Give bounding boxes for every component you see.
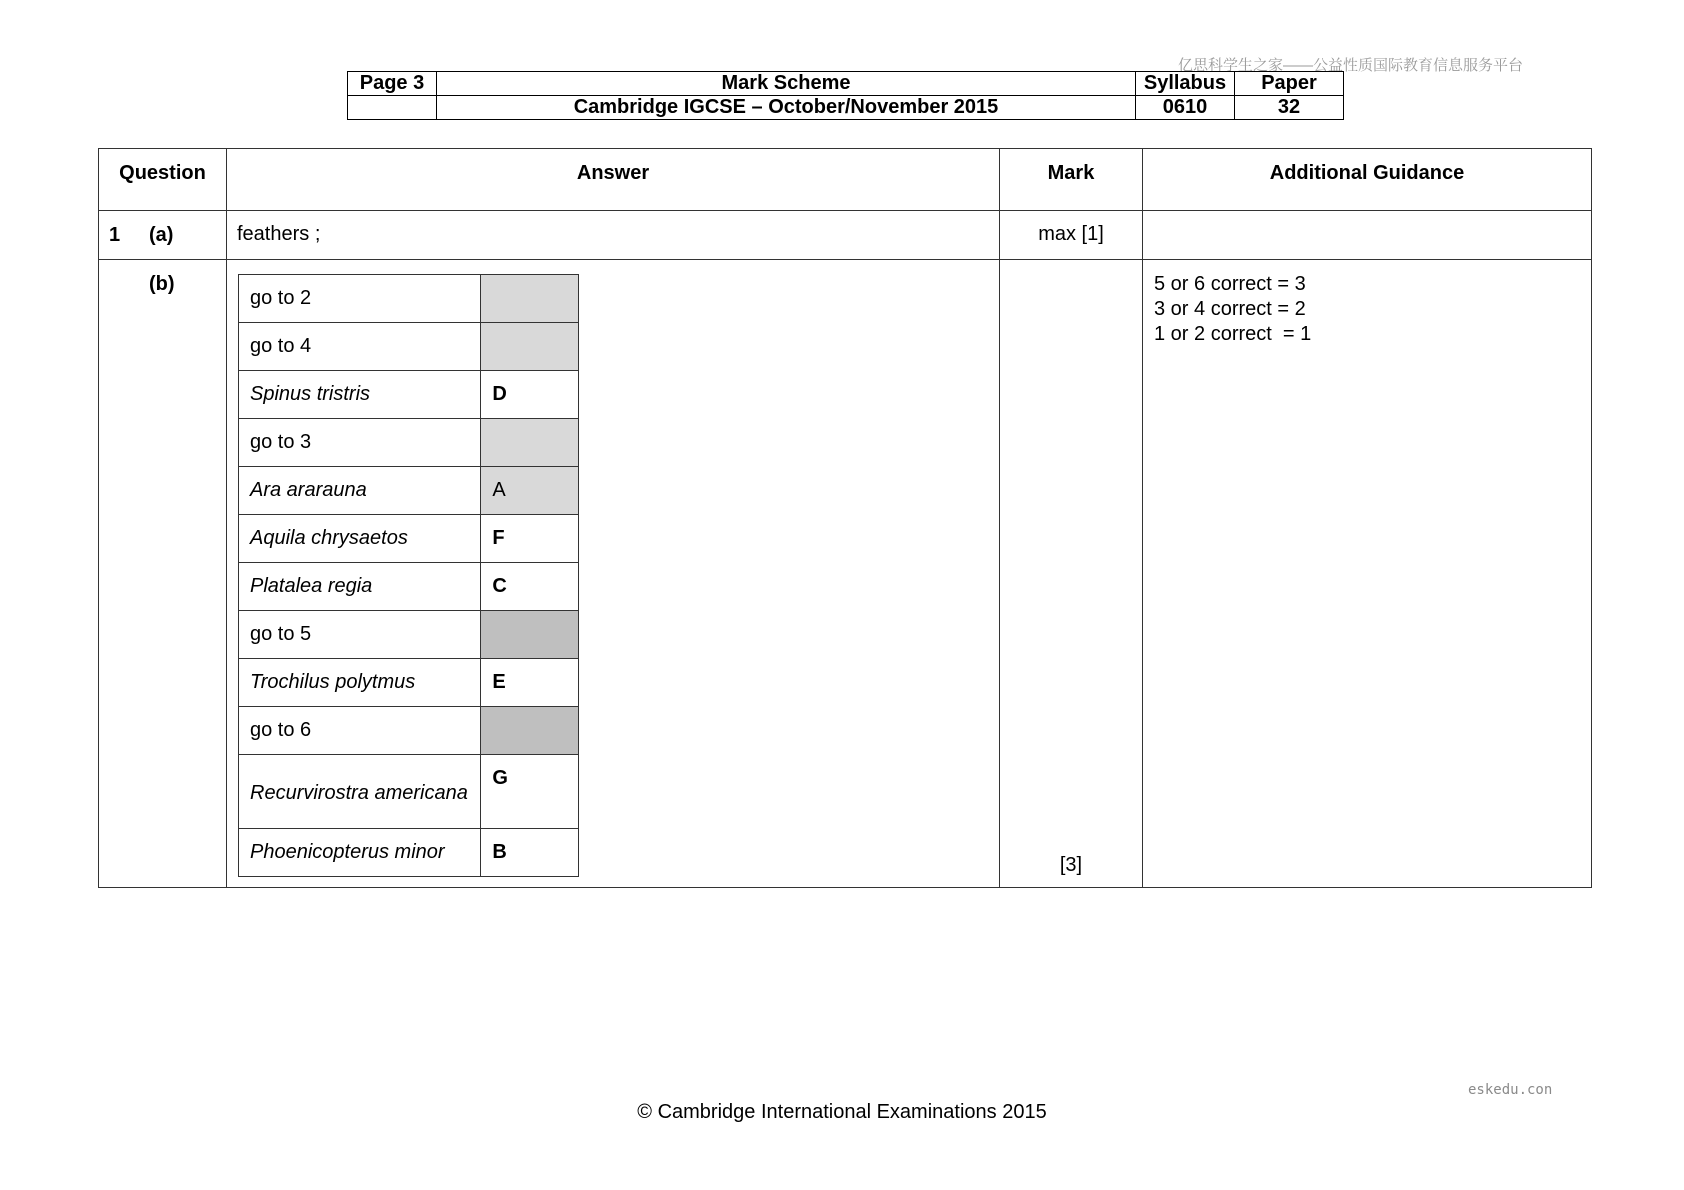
question-number: 1 — [109, 224, 121, 246]
key-letter — [481, 611, 579, 659]
key-letter: B — [481, 829, 579, 877]
question-part-b: (b) — [149, 273, 175, 295]
table-row-q1b — [99, 260, 1592, 888]
paper-label: Paper — [1235, 72, 1344, 96]
key-row — [239, 659, 579, 707]
key-label: go to 2 — [239, 275, 481, 323]
column-header-question: Question — [99, 149, 227, 211]
key-label: Recurvirostra americana — [239, 755, 481, 829]
paper-number: 32 — [1235, 96, 1344, 120]
column-header-guidance: Additional Guidance — [1143, 149, 1592, 211]
guidance-line: 5 or 6 correct = 3 — [1154, 273, 1306, 295]
key-letter — [481, 323, 579, 371]
key-letter — [481, 275, 579, 323]
question-cell-1b — [99, 260, 227, 888]
guidance-1a — [1143, 211, 1592, 260]
guidance-line: 1 or 2 correct = 1 — [1154, 323, 1312, 345]
key-letter: F — [481, 515, 579, 563]
key-row — [239, 755, 579, 829]
key-row — [239, 275, 579, 323]
watermark-top: 亿思科学生之家——公益性质国际教育信息服务平台 — [1178, 57, 1524, 74]
key-letter: E — [481, 659, 579, 707]
document-title: Mark Scheme — [437, 72, 1136, 96]
dichotomous-key-table — [238, 274, 579, 877]
table-row-q1a — [99, 211, 1592, 260]
key-label: Platalea regia — [239, 563, 481, 611]
header-table — [347, 71, 1344, 120]
key-row — [239, 611, 579, 659]
question-cell-1a — [99, 211, 227, 260]
key-label: Aquila chrysaetos — [239, 515, 481, 563]
key-label: go to 3 — [239, 419, 481, 467]
document-subtitle: Cambridge IGCSE – October/November 2015 — [437, 96, 1136, 120]
mark-1b-cell — [1000, 260, 1143, 888]
key-row — [239, 419, 579, 467]
answer-1b — [227, 260, 1000, 888]
key-row — [239, 829, 579, 877]
key-row — [239, 563, 579, 611]
key-row — [239, 323, 579, 371]
key-letter — [481, 707, 579, 755]
key-letter: A — [481, 467, 579, 515]
mark-scheme-table — [98, 148, 1592, 888]
key-row — [239, 371, 579, 419]
key-row — [239, 707, 579, 755]
key-label: Ara ararauna — [239, 467, 481, 515]
guidance-line: 3 or 4 correct = 2 — [1154, 298, 1306, 320]
page-number: Page 3 — [348, 72, 437, 96]
key-label: Trochilus polytmus — [239, 659, 481, 707]
key-letter: G — [481, 755, 579, 829]
key-label: Phoenicopterus minor — [239, 829, 481, 877]
question-part-a: (a) — [149, 224, 174, 246]
mark-1a: max [1] — [1000, 211, 1143, 260]
mark-1b: [3] — [1059, 854, 1083, 876]
header-blank — [348, 96, 437, 120]
key-letter: D — [481, 371, 579, 419]
key-row — [239, 467, 579, 515]
key-label: go to 6 — [239, 707, 481, 755]
guidance-1b — [1143, 260, 1592, 888]
key-label: go to 4 — [239, 323, 481, 371]
key-letter — [481, 419, 579, 467]
footer-copyright: © Cambridge International Examinations 2015 — [637, 1101, 1047, 1123]
syllabus-code: 0610 — [1136, 96, 1235, 120]
key-row — [239, 515, 579, 563]
key-label: Spinus tristris — [239, 371, 481, 419]
key-letter: C — [481, 563, 579, 611]
key-label: go to 5 — [239, 611, 481, 659]
watermark-bottom: eskedu.con — [1468, 1082, 1553, 1098]
column-header-answer: Answer — [227, 149, 1000, 211]
column-header-mark: Mark — [1000, 149, 1143, 211]
answer-1a: feathers ; — [227, 211, 1000, 260]
syllabus-label: Syllabus — [1136, 72, 1235, 96]
